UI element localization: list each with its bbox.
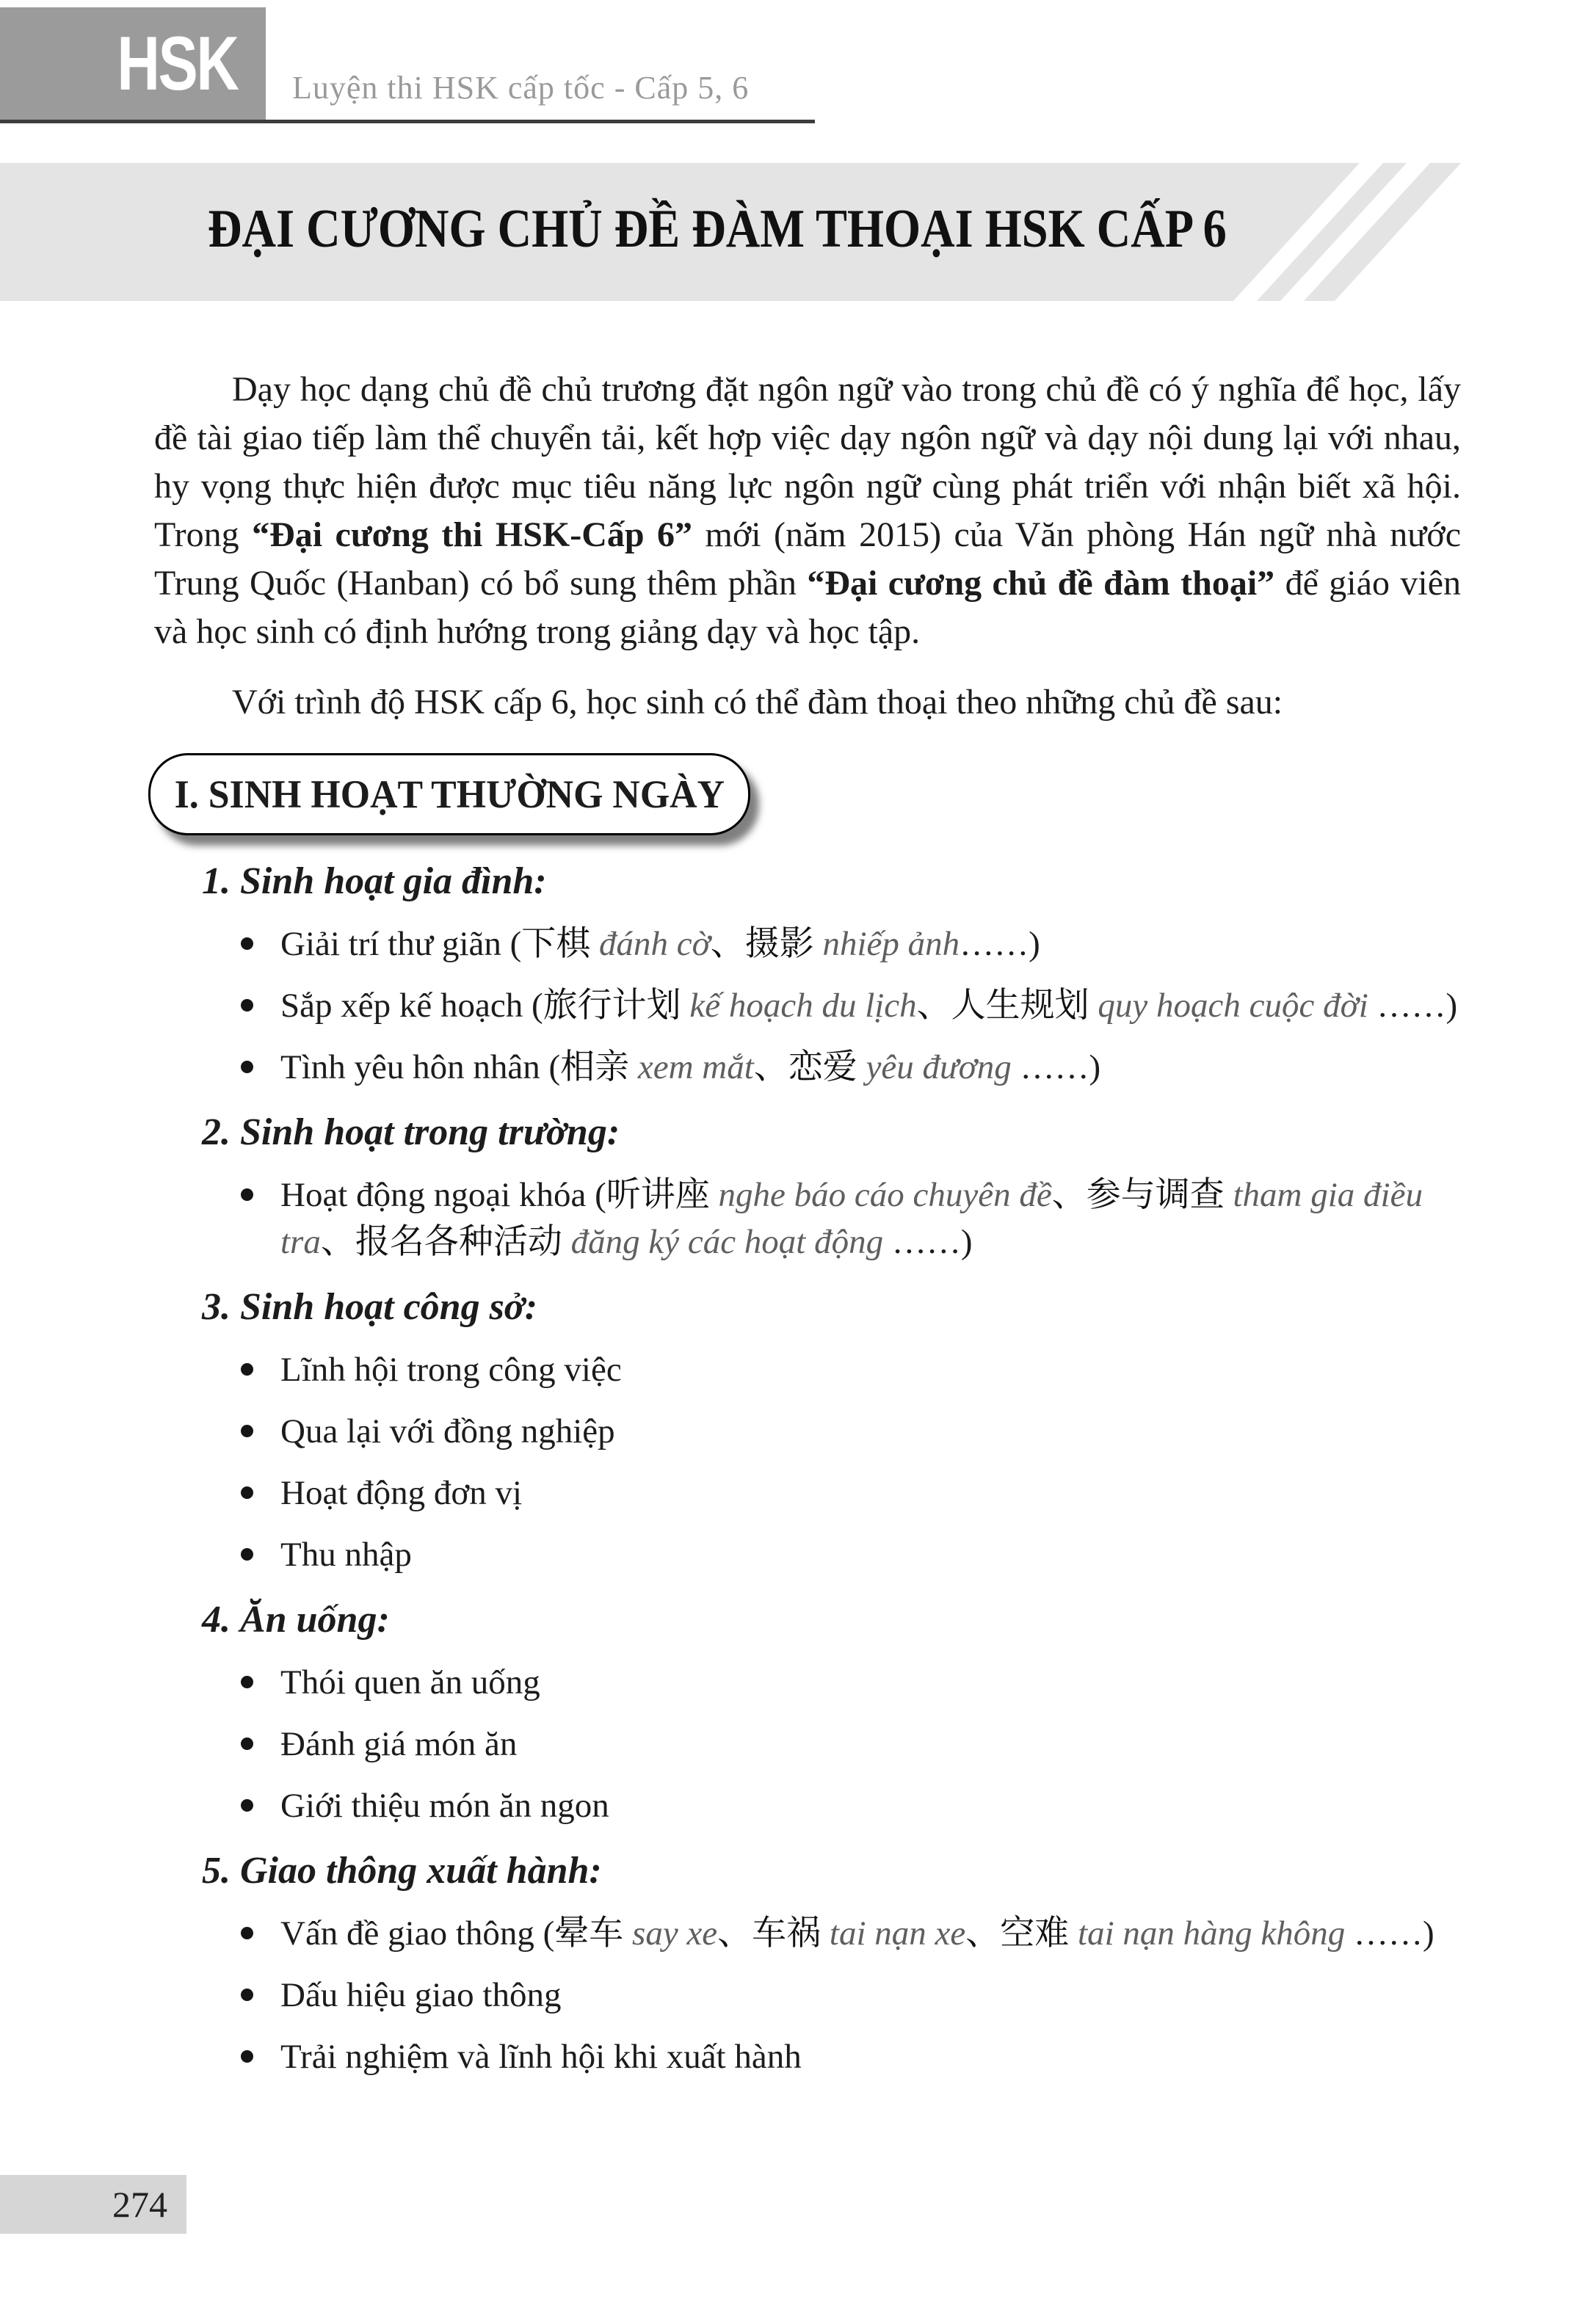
hsk-logo: HSK (117, 21, 238, 106)
text-segment-cn: 车祸 (752, 1914, 821, 1953)
text-segment-cn: 、 (753, 1048, 788, 1086)
section-title: I. SINH HOẠT THƯỜNG NGÀY (174, 772, 725, 816)
text-segment-vn: Sắp xếp kế hoạch ( (280, 987, 543, 1025)
text-segment-cn: 、 (1051, 1176, 1087, 1214)
text-segment-vn: Qua lại với đồng nghiệp (280, 1412, 615, 1450)
list-item (280, 920, 1461, 967)
text-segment-vn: ……) (1376, 987, 1458, 1025)
list-item (280, 1470, 1461, 1517)
topic-heading: 2. Sinh hoạt trong trường: (202, 1111, 620, 1153)
intro-bold-phrase: “Đại cương thi HSK-Cấp 6” (252, 515, 693, 554)
text-segment-vn: Trải nghiệm và lĩnh hội khi xuất hành (280, 2038, 802, 2076)
list-item (280, 2033, 1461, 2080)
list-item (280, 1531, 1461, 1578)
list-item (280, 1408, 1461, 1455)
topic-heading: 3. Sinh hoạt công sở: (202, 1286, 538, 1328)
list-item (280, 982, 1461, 1029)
intro-text: Dạy học dạng chủ đề chủ trương đặt ngôn ngữ vào trong chủ đề có ý nghĩa để học, lấy đề tài giao tiếp làm thể chuyển tải, kết hợp việc dạy ngôn ngữ và dạy nội dung lại với nhau, hy vọng thực hiện được mục tiêu năng lực ngôn ngữ cùng phát triển với nhận biết xã hội. Trong (154, 370, 1461, 554)
topic-heading: 1. Sinh hoạt gia đình: (202, 860, 547, 902)
text-segment-cn: 、 (916, 987, 951, 1025)
list-item (280, 1972, 1461, 2019)
text-segment-cn: 恋爱 (788, 1048, 857, 1086)
text-segment-gloss: đánh cờ (590, 925, 711, 963)
text-segment-gloss: tham gia điều tra (280, 1176, 1423, 1261)
text-segment-vn: ……) (891, 1223, 973, 1261)
text-segment-gloss: quy hoạch cuộc đời (1089, 987, 1377, 1025)
text-segment-vn: Đánh giá món ăn (280, 1725, 518, 1763)
text-segment-vn: Thu nhập (280, 1536, 412, 1574)
text-segment-cn: 报名各种活动 (355, 1223, 562, 1261)
list-item (280, 1172, 1461, 1266)
text-segment-gloss: nghe báo cáo chuyên đề (709, 1176, 1052, 1214)
topic-list (154, 1346, 1461, 1578)
list-item (280, 1346, 1461, 1393)
list-item (280, 1782, 1461, 1829)
running-head-title: Luyện thi HSK cấp tốc - Cấp 5, 6 (292, 70, 750, 106)
text-segment-cn: 、 (710, 925, 745, 963)
text-segment-vn: Thói quen ăn uống (280, 1663, 540, 1702)
text-segment-gloss: nhiếp ảnh (813, 925, 960, 963)
list-item (280, 1721, 1461, 1768)
page-number: 274 (112, 2184, 167, 2225)
text-segment-vn: Tình yêu hôn nhân ( (280, 1048, 561, 1086)
text-segment-cn: 人生规划 (951, 987, 1089, 1025)
text-segment-cn: 摄影 (744, 925, 814, 963)
text-segment-vn: Vấn đề giao thông ( (280, 1914, 555, 1953)
text-segment-vn: Dấu hiệu giao thông (280, 1976, 562, 2014)
text-segment-cn: 、 (717, 1914, 752, 1953)
topic-list (154, 1172, 1461, 1266)
intro-text: để giáo viên và học sinh có định hướng trong giảng dạy và học tập. (154, 564, 1461, 651)
topic-heading: 4. Ăn uống: (202, 1599, 390, 1641)
intro-paragraph (154, 366, 1461, 656)
text-segment-cn: 参与调查 (1086, 1176, 1225, 1214)
list-item (280, 1044, 1461, 1091)
text-segment-vn: Giới thiệu món ăn ngon (280, 1787, 609, 1825)
text-segment-gloss: say xe (623, 1914, 718, 1953)
text-segment-cn: 空难 (1000, 1914, 1070, 1953)
page-number-box (0, 2175, 186, 2234)
text-segment-cn: 晕车 (554, 1914, 624, 1953)
text-segment-gloss: xem mắt (629, 1048, 754, 1086)
text-segment-gloss: đăng ký các hoạt động (562, 1223, 892, 1261)
text-segment-vn: ……) (1354, 1914, 1434, 1953)
header-rule (0, 120, 815, 123)
intro-text: mới (năm 2015) của Văn phòng Hán ngữ nhà nước Trung Quốc (Hanban) có bổ sung thêm phần (154, 515, 1461, 603)
text-segment-vn: Lĩnh hội trong công việc (280, 1351, 622, 1389)
text-segment-gloss: tai nạn hàng không (1069, 1914, 1354, 1953)
list-item (280, 1910, 1461, 1957)
text-segment-cn: 旅行计划 (543, 987, 681, 1025)
topic-list (154, 1659, 1461, 1829)
text-segment-gloss: tai nạn xe (821, 1914, 966, 1953)
text-segment-gloss: kế hoạch du lịch (681, 987, 917, 1025)
chapter-banner (0, 163, 1461, 301)
text-segment-cn: 下棋 (521, 925, 591, 963)
text-segment-cn: 、 (320, 1223, 355, 1261)
lead-in-sentence: Với trình độ HSK cấp 6, học sinh có thể đàm thoại theo những chủ đề sau: (232, 683, 1283, 722)
topic-list (154, 1910, 1461, 2080)
text-segment-vn: Giải trí thư giãn ( (280, 925, 522, 963)
text-segment-vn: Hoạt động ngoại khóa ( (280, 1176, 606, 1214)
list-item (280, 1659, 1461, 1706)
text-segment-vn: Hoạt động đơn vị (280, 1474, 523, 1512)
text-segment-cn: 听讲座 (606, 1176, 710, 1214)
text-segment-gloss: yêu đương (857, 1048, 1020, 1086)
chapter-title: ĐẠI CƯƠNG CHỦ ĐỀ ĐÀM THOẠI HSK CẤP 6 (208, 199, 1227, 260)
intro-bold-phrase: “Đại cương chủ đề đàm thoại” (807, 564, 1275, 603)
topic-heading: 5. Giao thông xuất hành: (202, 1850, 602, 1892)
topic-list (154, 920, 1461, 1091)
main-content (154, 366, 1461, 2095)
text-segment-vn: ……) (960, 925, 1040, 963)
header-logo-box (0, 7, 266, 120)
topics (154, 859, 1461, 2080)
text-segment-vn: ……) (1020, 1048, 1101, 1086)
section-header-pill (148, 753, 750, 835)
text-segment-cn: 相亲 (560, 1048, 630, 1086)
text-segment-cn: 、 (965, 1914, 1001, 1953)
